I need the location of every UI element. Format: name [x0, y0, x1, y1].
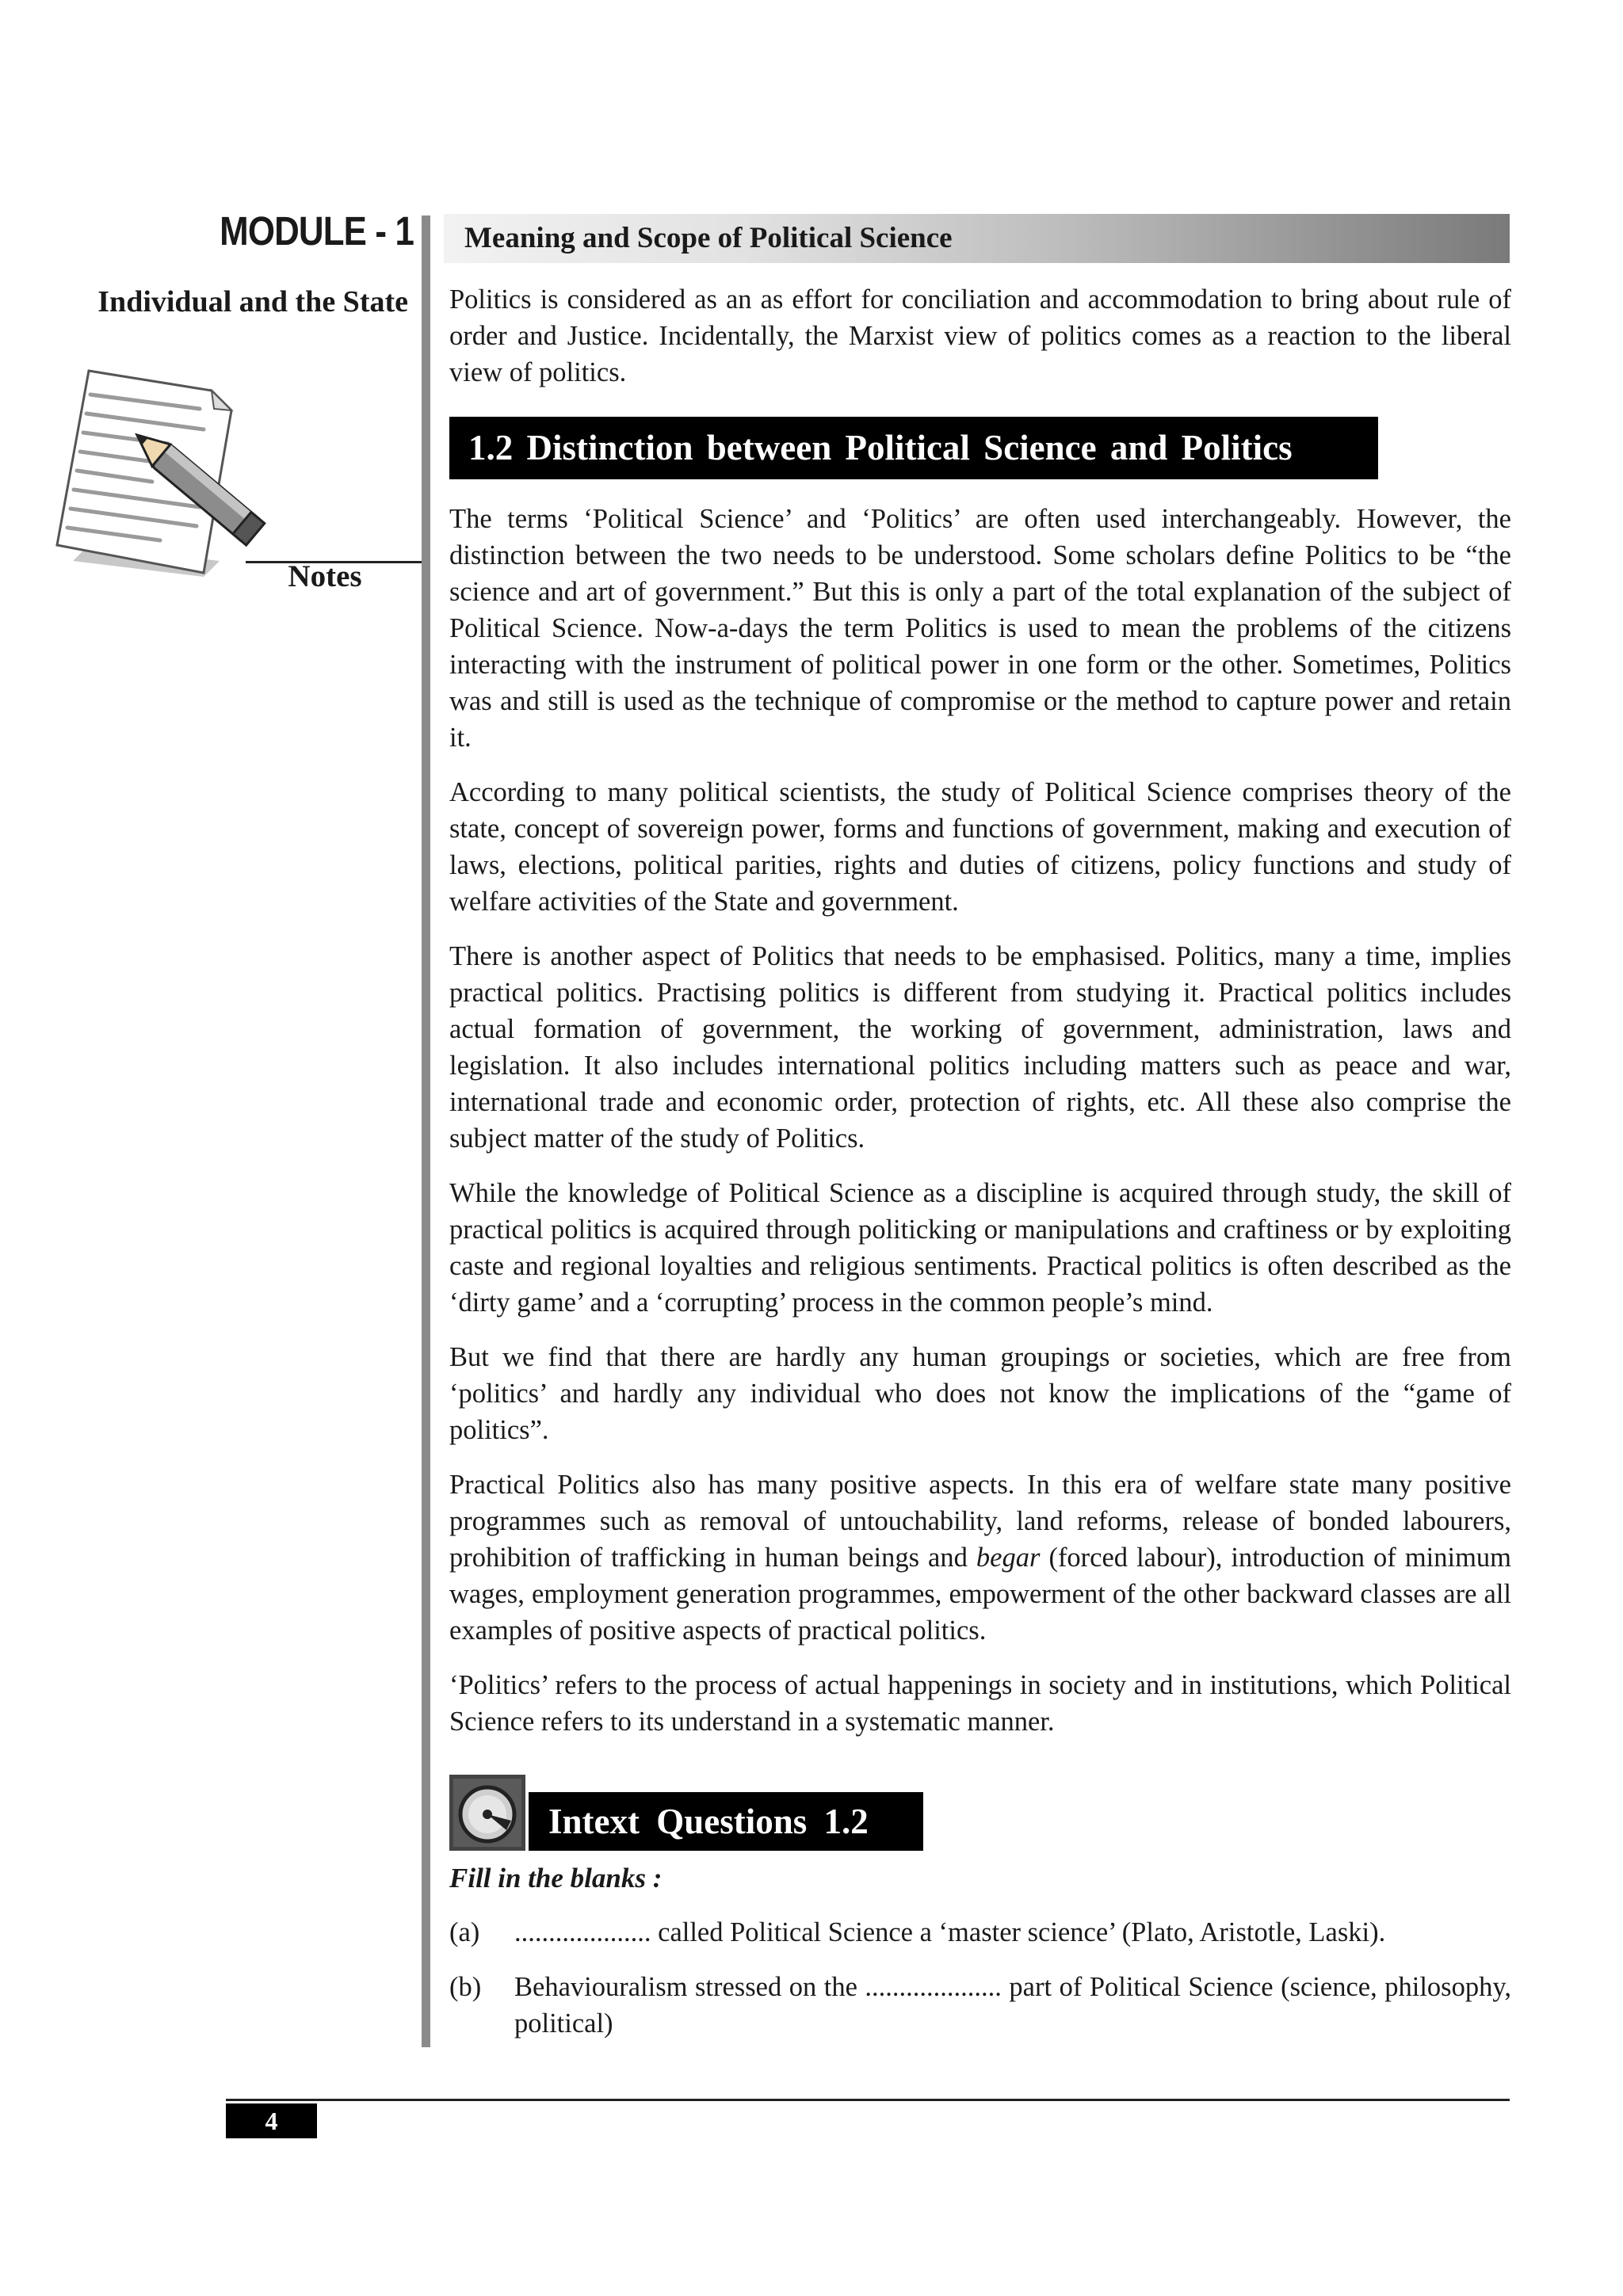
text-span: Practical Politics also has many positive aspects. In this era of welfare state many positive programmes such as removal of untouchability, land reforms, release of bonded labourers, prohibition of trafficking in human beings and — [449, 1470, 1511, 1573]
paragraph: While the knowledge of Political Science as a discipline is acquired through study, the skill of practical politics is acquired through politicking or manipulations and craftiness or by exploiting caste and regional loyalties and religious sentiments. Practical politics is often described as the ‘dirty game’ and a ‘corrupting’ process in the common people’s mind. — [449, 1178, 1511, 1318]
paragraph: According to many political scientists, the study of Political Science comprises theory of the state, concept of sovereign power, forms and functions of government, making and execution of laws, elections, political parities, rights and duties of citizens, policy functions and study of welfare activities of the State and government. — [449, 777, 1511, 917]
paragraph: The terms ‘Political Science’ and ‘Politics’ are often used interchangeably. However, the distinction between the two needs to be understood. Some scholars define Politics to be “the science and art of government.” But this is only a part of the total explanation of the subject of Political Science. Now-a-days the term Politics is used to mean the problems of the citizens interacting with the instrument of political power in one form or the other. Sometimes, Politics was and still is used as the technique of compromise or the method to capture power and retain it. — [449, 504, 1511, 753]
positive-aspects-paragraph — [449, 1466, 1511, 1649]
closing-paragraph: ‘Politics’ refers to the process of actual happenings in society and in institutions, which Political Science refers to its understand in a systematic manner. — [449, 1670, 1511, 1737]
question-label: (a) — [449, 1917, 480, 1947]
section-heading — [449, 417, 1378, 479]
intext-label-box — [529, 1792, 923, 1851]
question-label: (b) — [449, 1972, 482, 2002]
module-title: MODULE - 1 — [220, 208, 414, 254]
module-subtitle: Individual and the State — [97, 285, 408, 318]
section-heading-text: 1.2 Distinction between Political Science and Politics — [468, 428, 1293, 467]
section-header-bar — [444, 214, 1510, 263]
text-span: (forced labour), introduction of minimum wages, employment generation programmes, empowerment of the other backward classes are all examples of positive aspects of practical politics. — [449, 1543, 1511, 1646]
question-a — [449, 1914, 1511, 1954]
fill-in-blanks-title: Fill in the blanks : — [449, 1863, 663, 1894]
intro-paragraph: Politics is considered as an as effort for conciliation and accommodation to bring about rule of order and Justice. Incidentally, the Marxist view of politics comes as a reaction to the liberal view of politics. — [449, 284, 1511, 387]
intro — [449, 281, 1511, 391]
paragraph: But we find that there are hardly any human groupings or societies, which are free from ‘politics’ and hardly any individual who does not know the implications of the “game of politics”. — [449, 1342, 1511, 1445]
notes-pencil-icon — [41, 347, 295, 585]
notes-label: Notes — [288, 559, 362, 593]
question-text: .................... called Political Science a ‘master science’ (Plato, Aristotle, Laski). — [514, 1917, 1386, 1947]
intext-questions-header — [449, 1775, 923, 1851]
question-b — [449, 1969, 1511, 2045]
question-text: Behaviouralism stressed on the .................... part of Political Science (science, philosophy, political) — [514, 1972, 1511, 2039]
paragraph: There is another aspect of Politics that needs to be emphasised. Politics, many a time, implies practical politics. Practising politics is different from studying it. Practical politics includes actual formation of government, the working of government, administration, laws and legislation. It also includes international politics including matters such as peace and war, international trade and economic order, protection of rights, etc. All these also comprise the subject matter of the study of Politics. — [449, 941, 1511, 1154]
page-number: 4 — [226, 2103, 317, 2138]
section-header: Meaning and Scope of Political Science — [464, 222, 953, 254]
italic-term: begar — [976, 1543, 1041, 1573]
question-icon — [449, 1775, 525, 1851]
footer-rule — [226, 2099, 1510, 2101]
margin-divider — [422, 215, 430, 2047]
main-text — [449, 501, 1511, 1740]
intext-label: Intext Questions 1.2 — [548, 1802, 869, 1841]
